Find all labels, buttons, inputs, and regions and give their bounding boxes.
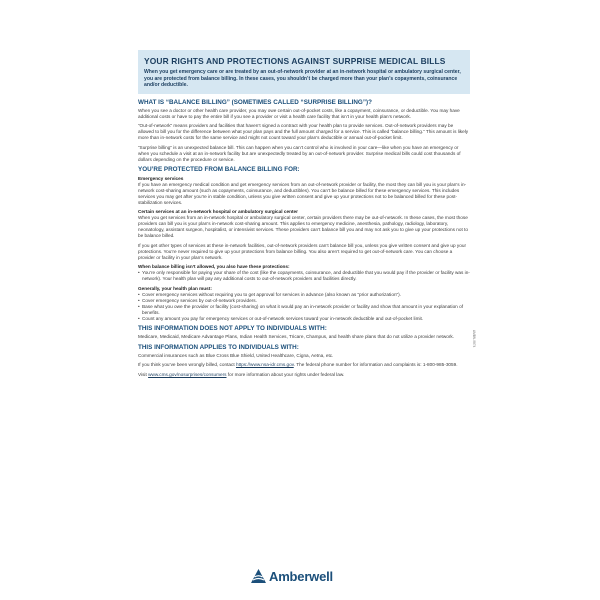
list-item: • Base what you owe the provider or facility (cost-sharing) on what it would pay an in-network provider or facility and show that amount in your explanation of benefits.: [138, 304, 470, 316]
cms-nosurprises-link[interactable]: www.cms.gov/nosurprises/consumers: [148, 371, 227, 377]
logo-wordmark: Amberwell: [269, 568, 333, 584]
protected-heading: YOU’RE PROTECTED FROM BALANCE BILLING FOR:: [138, 166, 300, 173]
certain-services-title: Certain services at an in-network hospital or ambulatory surgical center: [138, 209, 298, 214]
emergency-services-title: Emergency services: [138, 175, 184, 181]
notice-document: [138, 50, 470, 600]
intro-text: When you get emergency care or are treated by an out-of-network provider at an in-network hospital or ambulatory surgical center, you are protected from balance billing. In these cases, you shouldn’t be charged more than your plan’s copayments, coinsurance and/or deductible.: [144, 69, 461, 88]
list-item: • Cover emergency services by out-of-network providers.: [138, 298, 470, 304]
balance-billing-paragraph-2: “Out-of-network” means providers and facilities that haven’t signed a contract with your health plan to provide services. Out-of-network providers may be allowed to bill you for the difference between what your plan pays and the full amount charged for a service. This is called “balance billing.” This amount is likely more than in-network costs for the same service and might not count toward your plan’s deductible or annual out-of-pocket limit.: [138, 123, 469, 140]
not-allowed-title: When balance billing isn’t allowed, you also have these protections:: [138, 264, 290, 269]
contact-text: [138, 362, 470, 368]
title-banner: [138, 50, 470, 94]
not-apply-heading: THIS INFORMATION DOES NOT APPLY TO INDIVIDUALS WITH:: [138, 325, 327, 332]
other-services-text: If you get other types of services at these in-network facilities, out-of-network providers can’t balance bill you, unless you give written consent and give up your protections. You’re never required to give up your protections from balance billing. You also aren’t required to get out-of-network care. You can choose a provider or facility in your plan’s network.: [138, 242, 467, 260]
not-allowed-list: [138, 270, 470, 282]
list-item: • Count any amount you pay for emergency services or out-of-network services toward your in-network deductible and out-of-pocket limit.: [138, 316, 470, 322]
contact-suffix: . The federal phone number for information and complaints is: 1-800-985-3059.: [293, 362, 458, 367]
visit-text: [138, 372, 470, 378]
amberwell-mark-icon: [250, 568, 267, 584]
page-title: YOUR RIGHTS AND PROTECTIONS AGAINST SURPRISE MEDICAL BILLS: [144, 56, 446, 66]
amberwell-logo: [250, 568, 333, 584]
balance-billing-paragraph-3: “Surprise billing” is an unexpected balance bill. This can happen when you can’t control who is involved in your care—like when you have an emergency or when you schedule a visit at an in-network facility but are unexpectedly treated by an out-of-network provider. Surprise medical bills could cost thousands of dollars depending on the procedure or service.: [138, 144, 461, 162]
list-item: • Cover emergency services without requiring you to get approval for services in advance (also known as “prior authorization”).: [138, 292, 470, 298]
balance-billing-heading: WHAT IS “BALANCE BILLING” (SOMETIMES CALLED “SURPRISE BILLING”)?: [138, 98, 372, 106]
list-item: • You’re only responsible for paying your share of the cost (like the copayments, coinsurance, and deductible that you would pay if the provider or facility was in-network). Your health plan will pay any additional costs to out-of-network providers and facilities directly.: [138, 270, 470, 282]
generally-list: [138, 292, 470, 322]
balance-billing-paragraph-1: When you see a doctor or other health care provider, you may owe certain out-of-pocket costs, like a copayment, coinsurance, or deductible. You may have additional costs or have to pay the entire bill if you see a provider or visit a health care facility that isn’t in your health plan’s network.: [138, 107, 460, 119]
side-form-code: AMBN-9874: [472, 330, 476, 348]
nsa-idr-link[interactable]: https://www.nsa-idr.cms.gov: [235, 362, 294, 367]
not-apply-text: Medicare, Medicaid, Medicare Advantage Plans, Indian Health Services, Tricare, Champus, and health share plans that do not utilize a provider network.: [138, 334, 455, 339]
emergency-services-text: If you have an emergency medical condition and get emergency services from an out-of-network provider or facility, the most they can bill you is your plan’s in-network cost-sharing amount (such as copayments, coinsurance, and deductibles). You can’t be balance billed for these emergency services. This includes services you may get after you’re in stable condition, unless you give written consent and give up your protections not to be balanced billed for these post-stabilization services.: [138, 181, 467, 205]
visit-prefix: Visit: [138, 371, 149, 377]
certain-services-text: When you get services from an in-network hospital or ambulatory surgical center, certain providers there may be out-of-network. In these cases, the most those providers can bill you is your plan’s in-network cost-sharing amount. This applies to emergency medicine, anesthesia, pathology, radiology, laboratory, neonatology, assistant surgeon, hospitalist, or intensivist services. These providers can’t balance bill you and may not ask you to give up your protections not to be balance billed.: [138, 215, 468, 238]
generally-title: Generally, your health plan must:: [138, 285, 212, 291]
applies-heading: THIS INFORMATION APPLIES TO INDIVIDUALS WITH:: [138, 343, 299, 351]
visit-suffix: for more information about your rights under federal law.: [226, 371, 345, 377]
contact-prefix: If you think you’ve been wrongly billed, contact: [138, 362, 236, 367]
applies-text: Commercial insurances such as Blue Cross Blue Shield, United Healthcare, Cigna, Aetna, etc.: [138, 352, 334, 358]
